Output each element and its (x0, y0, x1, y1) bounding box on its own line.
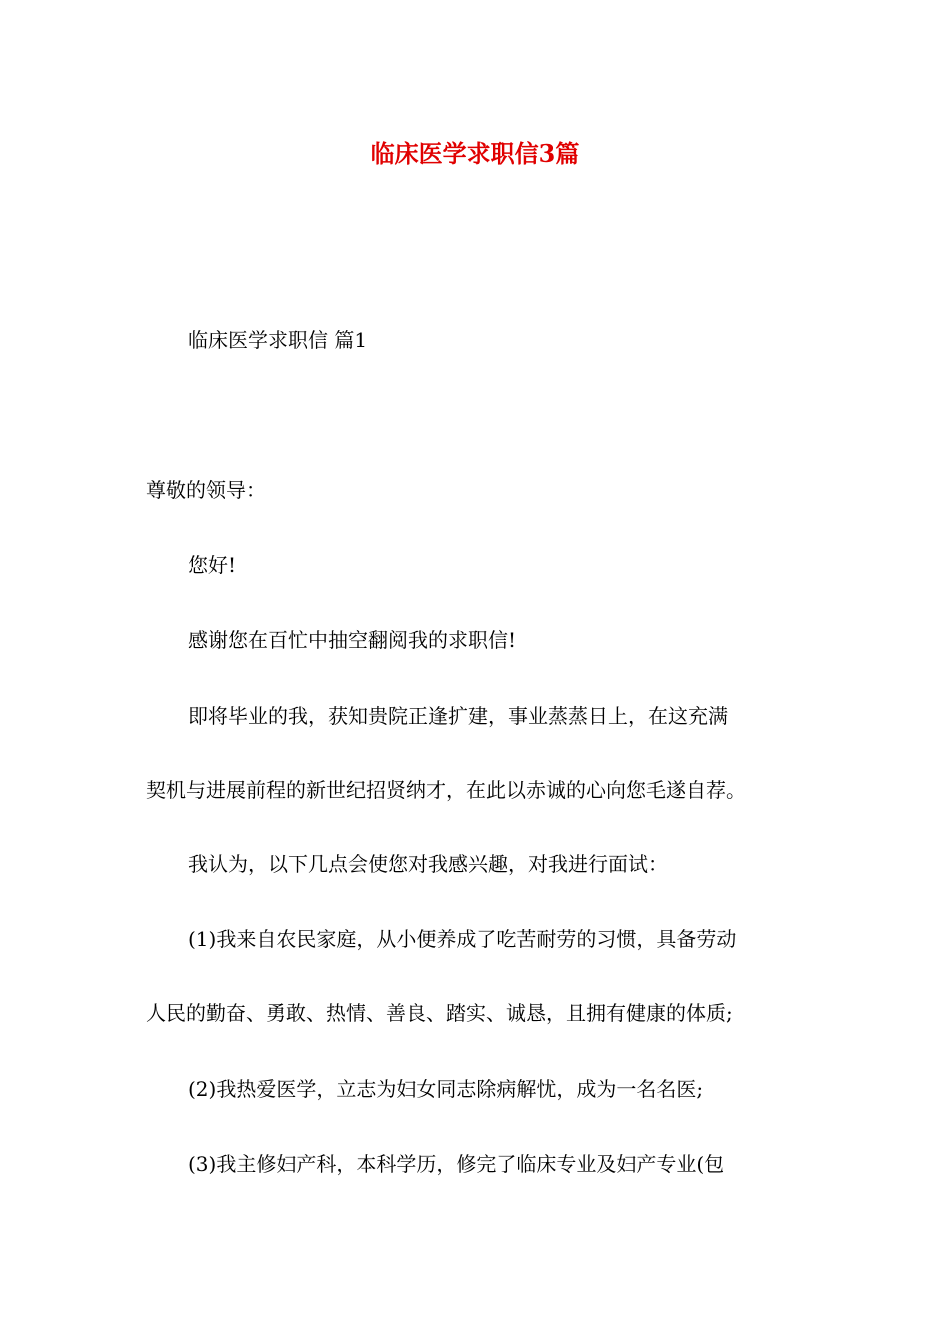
paragraph-line: 人民的勤奋、勇敢、热情、善良、踏实、诚恳，且拥有健康的体质; (146, 1001, 733, 1025)
paragraph-line: 我认为，以下几点会使您对我感兴趣，对我进行面试： (188, 852, 668, 876)
paragraph-line: (3)我主修妇产科，本科学历，修完了临床专业及妇产专业(包 (188, 1152, 725, 1176)
paragraph-line: (2)我热爱医学，立志为妇女同志除病解忧，成为一名名医; (188, 1077, 704, 1101)
salutation: 尊敬的领导： (146, 478, 266, 502)
paragraph-line: 即将毕业的我，获知贵院正逢扩建，事业蒸蒸日上，在这充满 (188, 704, 728, 728)
paragraph-line: 契机与进展前程的新世纪招贤纳才，在此以赤诚的心向您毛遂自荐。 (146, 778, 746, 802)
document-title: 临床医学求职信3篇 (370, 139, 580, 168)
paragraph-line: (1)我来自农民家庭，从小便养成了吃苦耐劳的习惯，具备劳动 (188, 927, 737, 951)
paragraph-line: 您好! (188, 553, 237, 577)
paragraph-line: 感谢您在百忙中抽空翻阅我的求职信! (188, 628, 517, 652)
section-heading: 临床医学求职信 篇1 (188, 328, 368, 352)
